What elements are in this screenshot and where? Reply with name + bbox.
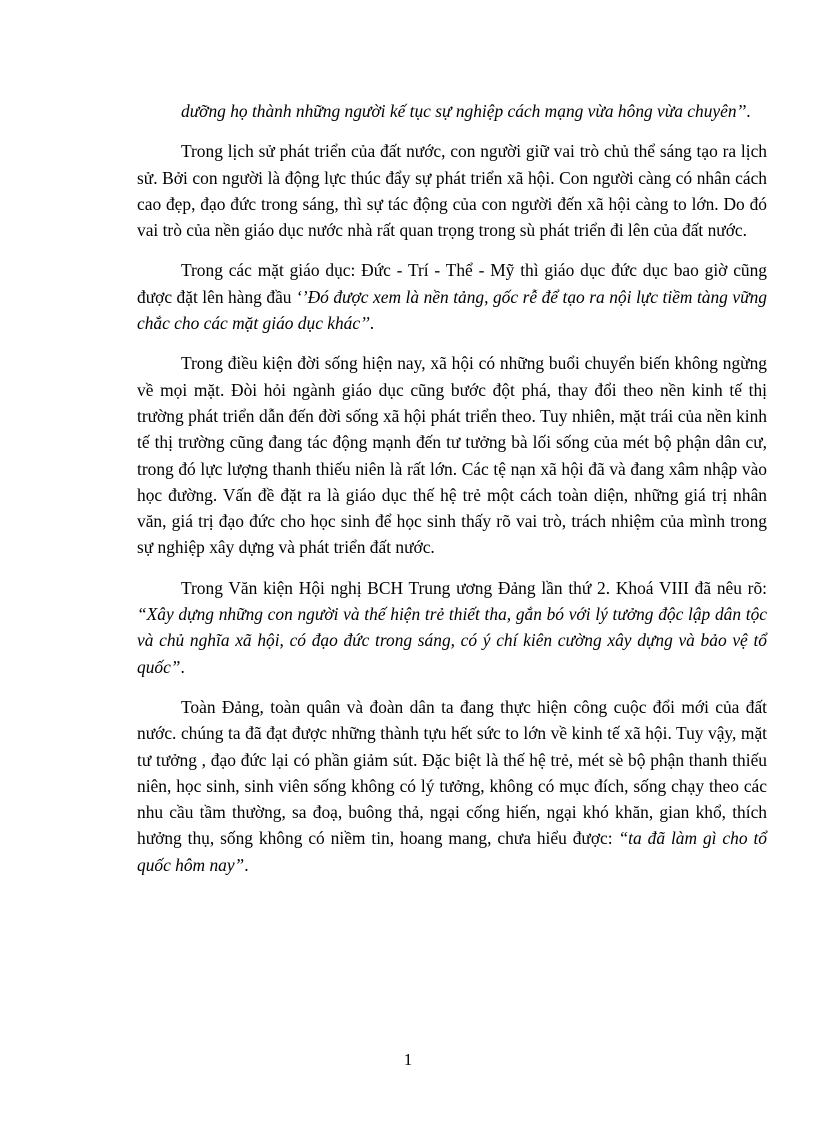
paragraph-6-outro: . — [244, 854, 249, 875]
paragraph-5-italic: “Xây dựng những con người và thế hiện trẻ thiết tha, gắn bó với lý tưởng độc lập dân tộc và chủ nghĩa xã hội, có đạo đức trong sáng, có ý chí kiên cường xây dựng và bảo vệ tổ quốc” — [137, 604, 767, 677]
paragraph-1-italic: dưỡng họ thành những người kế tục sự nghiệp cách mạng vừa hông vừa chuyên’’ — [181, 101, 747, 121]
page-number: 1 — [403, 1050, 413, 1069]
document-body — [137, 98, 767, 892]
paragraph-1-outro: . — [746, 101, 751, 121]
paragraph-3-outro: . — [369, 313, 375, 334]
paragraph-3 — [137, 257, 767, 336]
paragraph-5-intro: Trong Văn kiện Hội nghị BCH Trung ương Đảng lần thứ 2. Khoá VIII đã nêu rõ: — [181, 577, 767, 598]
paragraph-4-intro: Trong điều kiện đời sống hiện nay, xã hội có những buổi chuyển biến không ngừng về mọi mặt. Đòi hỏi ngành giáo dục cũng bước đột phá, thay đổi theo nền kinh tế thị trường phát triển dẫn đến đời sống xã hội phát triển theo. Tuy nhiên, mặt trái của nền kinh tế thị trường cũng đang tác động mạnh đến tư tưởng bà lối sống của mét bộ phận dân cư, trong đó lực lượng thanh thiếu niên là rất lớn. Các tệ nạn xã hội đã và đang xâm nhập vào học đường. Vấn đề đặt ra là giáo dục thế hệ trẻ một cách toàn diện, những giá trị nhân văn, giá trị đạo đức cho học sinh để học sinh thấy rõ vai trò, trách nhiệm của mình trong sự nghiệp xây dựng và phát triển đất nước. — [137, 353, 767, 558]
paragraph-6 — [137, 694, 767, 878]
paragraph-5-outro: . — [180, 656, 185, 677]
paragraph-2-intro: Trong lịch sử phát triển của đất nước, con người giữ vai trò chủ thể sáng tạo ra lịch sử. Bởi con người là động lực thúc đẩy sự phát triển xã hội. Con người càng có nhân cách cao đẹp, đạo đức trong sáng, thì sự tác động của con người đến xã hội càng to lớn. Do đó vai trò của nền giáo dục nước nhà rất quan trọng trong sù phát triển đi lên của đất nước. — [137, 141, 767, 241]
paragraph-1 — [137, 98, 767, 124]
paragraph-4 — [137, 350, 767, 560]
paragraph-6-intro: Toàn Đảng, toàn quân và đoàn dân ta đang thực hiện công cuộc đổi mới của đất nước. chúng ta đã đạt được những thành tựu hết sức to lớn về kinh tế xã hội. Tuy vậy, mặt tư tưởng , đạo đức lại có phần giảm sút. Đặc biệt là thế hệ trẻ, mét sè bộ phận thanh thiếu niên, học sinh, sinh viên sống không có lý tưởng, không có mục đích, sống chạy theo các nhu cầu tầm thường, sa đoạ, buông thả, ngại cống hiến, ngại khó khăn, gian khổ, thích hưởng thụ, sống không có niềm tin, hoang mang, chưa hiểu được: — [137, 696, 767, 849]
paragraph-3-italic: ‘’Đó được xem là nền tảng, gốc rễ để tạo ra nội lực tiềm tàng vững chắc cho các mặt giáo dục khác’’ — [137, 286, 767, 334]
paragraph-2 — [137, 138, 767, 243]
paragraph-3-intro: Trong các mặt giáo dục: Đức - Trí - Thể - Mỹ thì giáo dục đức dục bao giờ cũng được đặt lên hàng đầu — [137, 260, 767, 307]
paragraph-6-italic: “ta đã làm gì cho tổ quốc hôm nay” — [137, 828, 768, 875]
paragraph-5 — [137, 575, 767, 680]
